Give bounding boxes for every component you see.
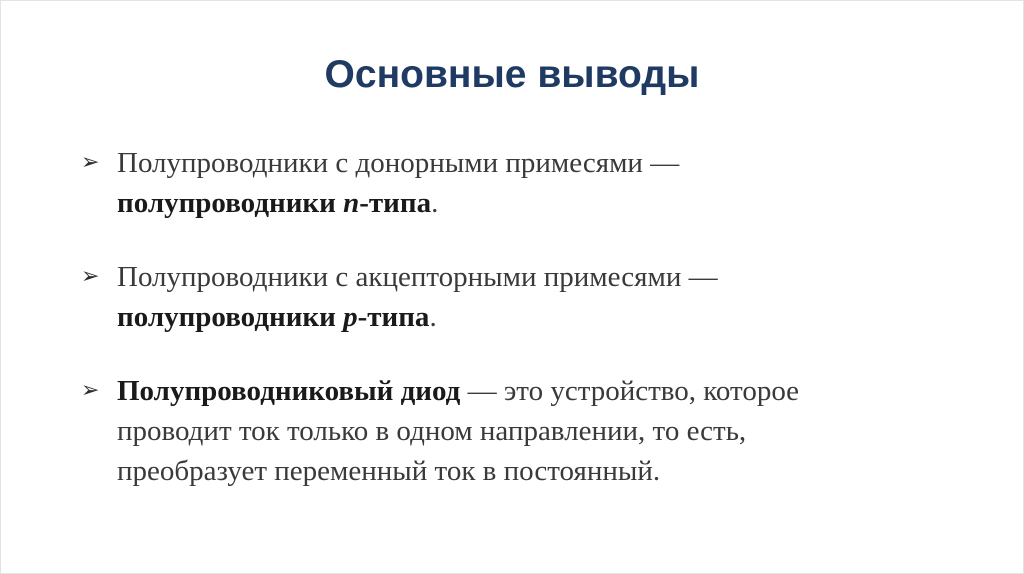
- bullet-tail: .: [429, 301, 437, 333]
- arrow-bullet-icon: ➢: [81, 150, 100, 175]
- n-letter: n: [343, 187, 360, 219]
- bullet-n-type: [81, 143, 961, 223]
- bullet-text-line: Полупроводники с акцепторными примесями —: [117, 261, 718, 293]
- bullet-tail: .: [431, 187, 439, 219]
- bullet-text-line: проводит ток только в одном направлении, то есть,: [117, 415, 747, 447]
- bullet-bold-term: полупроводники p-типа: [117, 301, 430, 333]
- bullet-list: [81, 143, 961, 491]
- bullet-text-line: преобразует переменный ток в постоянный.: [117, 455, 661, 487]
- arrow-bullet-icon: ➢: [81, 264, 100, 289]
- p-letter: p: [343, 301, 358, 333]
- slide-title: Основные выводы: [324, 53, 700, 96]
- bullet-bold-term: полупроводники n-типа: [117, 187, 432, 219]
- arrow-bullet-icon: ➢: [81, 378, 100, 403]
- bullet-diode: [81, 371, 961, 491]
- bullet-bold-term: Полупроводниковый диод: [117, 375, 461, 407]
- bullet-text-line: — это устройство, которое: [460, 375, 800, 407]
- bullet-text-line: Полупроводники с донорными примесями —: [117, 147, 680, 179]
- bullet-p-type: [81, 257, 961, 337]
